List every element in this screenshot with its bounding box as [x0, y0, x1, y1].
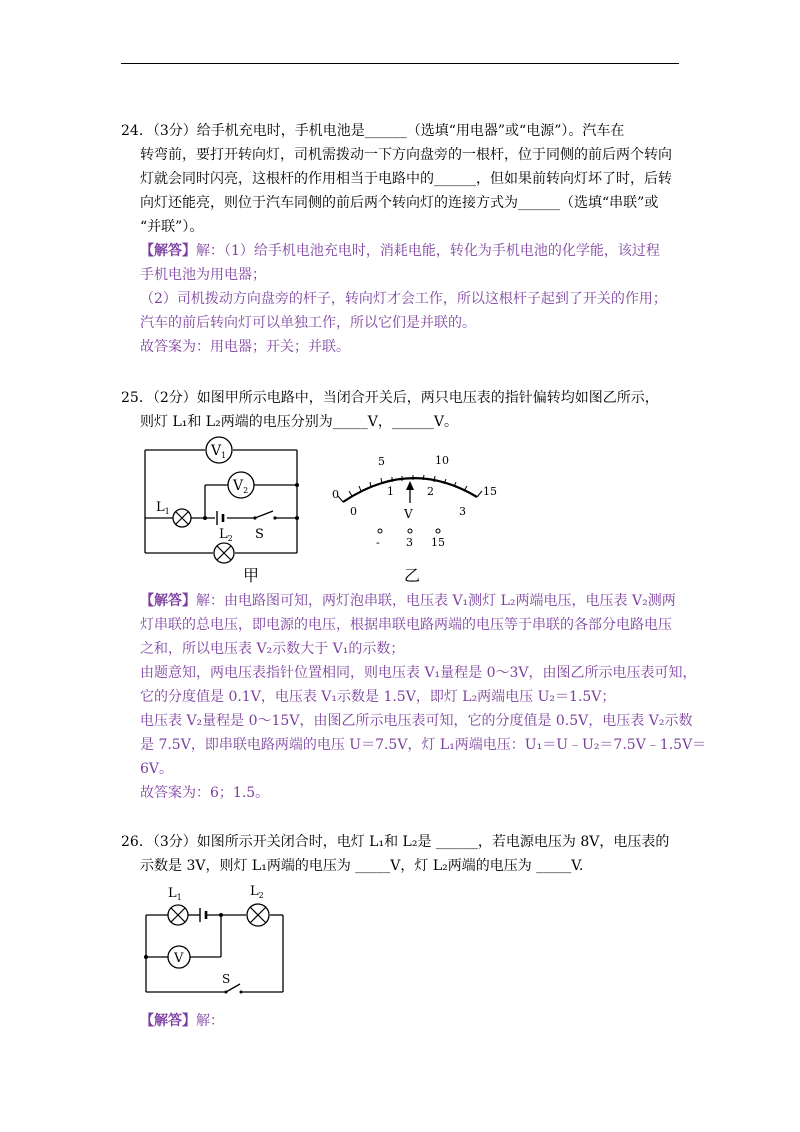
- q24-answer-line-2: 手机电池为用电器；: [140, 267, 266, 283]
- header-rule: [121, 63, 679, 64]
- q25-answer-line-5: 它的分度值是 0.1V，电压表 V₁示数是 1.5V，即灯 L₂两端电压 U₂＝1.5V；: [140, 689, 616, 705]
- q25-answer-line-6: 电压表 V₂量程是 0～15V，由图乙所示电压表可知，它的分度值是 0.5V，电压表 V₂示数: [140, 713, 693, 729]
- q26-line-2: 示数是 3V，则灯 L₁两端的电压为 _____V，灯 L₂两端的电压为 _____V.: [140, 858, 584, 874]
- q25-answer-text-1: 解：由电路图可知，两灯泡串联，电压表 V₁测灯 L₂两端电压，电压表 V₂测两: [196, 593, 676, 609]
- q25-line-2: 则灯 L₁和 L₂两端的电压分别为_____V，______V。: [140, 414, 458, 430]
- q26-line-1: 26．（3分）如图所示开关闭合时，电灯 L₁和 L₂是 ______，若电源电压为 8V，电压表的: [121, 834, 670, 850]
- q24-answer-line-3: （2）司机拨动方向盘旁的杆子，转向灯才会工作，所以这根杆子起到了开关的作用；: [140, 291, 667, 307]
- figure-yi-voltmeter: [330, 445, 505, 585]
- yi-unit-label: V: [404, 507, 413, 521]
- q25-answer-line-8: 6V。: [140, 761, 174, 777]
- q25-answer-line-4: 由题意知，两电压表指针位置相同，则电压表 V₁量程是 0～3V，由图乙所示电压表可知，: [140, 665, 697, 681]
- q24-line-3: 灯就会同时闪亮，这根杆的作用相当于电路中的______，但如果前转向灯坏了时，后转: [140, 171, 672, 187]
- q24-answer-line-4: 汽车的前后转向灯可以单独工作，所以它们是并联的。: [140, 315, 476, 331]
- jia-l2-label: $L_2$: [219, 527, 233, 543]
- q25-answer-line-2: 灯串联的总电压，即电源的电压，根据串联电路两端的电压等于串联的各部分电路电压: [140, 617, 672, 633]
- yi-caption: 乙: [404, 566, 421, 585]
- q26-answer-tag: 【解答】: [140, 1013, 196, 1029]
- q24-answer-line-5: 故答案为：用电器；开关；并联。: [140, 339, 350, 355]
- figure-q26-circuit: [138, 880, 298, 1000]
- q25-answer-line-3: 之和，所以电压表 V₂示数大于 V₁的示数；: [140, 641, 405, 657]
- q26-answer-line-1: [140, 1010, 224, 1032]
- q26-l2-label: $L_2$: [250, 884, 264, 900]
- yi-pointer-arrow-icon: [406, 481, 414, 503]
- q26-v-label: V: [174, 951, 184, 966]
- q24-line-4: 向灯还能亮，则位于汽车同侧的前后两个转向灯的连接方式为______（选填“串联”或: [140, 195, 659, 211]
- jia-switch-label: S: [255, 527, 264, 542]
- q26-switch-label: S: [222, 972, 231, 986]
- jia-v2-label: $V_2$: [233, 478, 249, 495]
- q25-answer-line-9: 故答案为：6；1.5。: [140, 785, 270, 801]
- q25-answer-line-7: 是 7.5V，即串联电路两端的电压 U＝7.5V，灯 L₁两端电压：U₁＝U﹣U₂＝7.5V﹣1.5V＝: [140, 737, 707, 753]
- yi-inner-tick-3: 3: [459, 505, 466, 518]
- q24-answer-tag: 【解答】: [140, 243, 196, 259]
- q24-line-2: 转弯前，要打开转向灯，司机需拨动一下方向盘旁的一根杆，位于同侧的前后两个转向: [140, 147, 672, 163]
- q25-line-1: 25．（2分）如图甲所示电路中，当闭合开关后，两只电压表的指针偏转均如图乙所示，: [121, 390, 659, 406]
- q24-answer-text-1: 解：（1）给手机电池充电时，消耗电能，转化为手机电池的化学能，该过程: [196, 243, 660, 259]
- yi-outer-tick-10: 10: [435, 454, 449, 467]
- q25-answer-line-1: [140, 590, 676, 612]
- yi-terminal-3: 3: [406, 536, 413, 549]
- q26-l1-lamp-icon: [168, 905, 188, 925]
- yi-inner-tick-2: 2: [427, 485, 434, 498]
- yi-outer-tick-15: 15: [483, 485, 497, 498]
- yi-inner-tick-0: 0: [350, 505, 357, 518]
- yi-terminal-15: 15: [431, 536, 445, 549]
- jia-caption: 甲: [243, 566, 260, 585]
- jia-l1-lamp-icon: [173, 509, 191, 527]
- q24-line-1: 24．（3分）给手机充电时，手机电池是______（选填“用电器”或“电源”）。汽车在: [121, 123, 625, 139]
- figure-jia-circuit: [135, 435, 310, 590]
- yi-outer-tick-5: 5: [378, 455, 385, 468]
- q26-l1-label: $L_1$: [168, 886, 182, 902]
- jia-l2-lamp-icon: [214, 543, 234, 563]
- q24-answer-line-1: [140, 240, 660, 262]
- q26-l2-lamp-icon: [247, 904, 269, 926]
- jia-v1-label: $V_1$: [211, 443, 227, 460]
- q26-answer-text: 解：: [196, 1013, 224, 1029]
- q25-answer-tag: 【解答】: [140, 593, 196, 609]
- jia-l1-label: $L_1$: [156, 500, 170, 516]
- q24-line-5: “并联”）。: [140, 219, 204, 235]
- yi-inner-tick-1: 1: [387, 485, 394, 498]
- yi-outer-tick-0: 0: [332, 488, 339, 501]
- yi-terminal-minus: -: [376, 536, 380, 549]
